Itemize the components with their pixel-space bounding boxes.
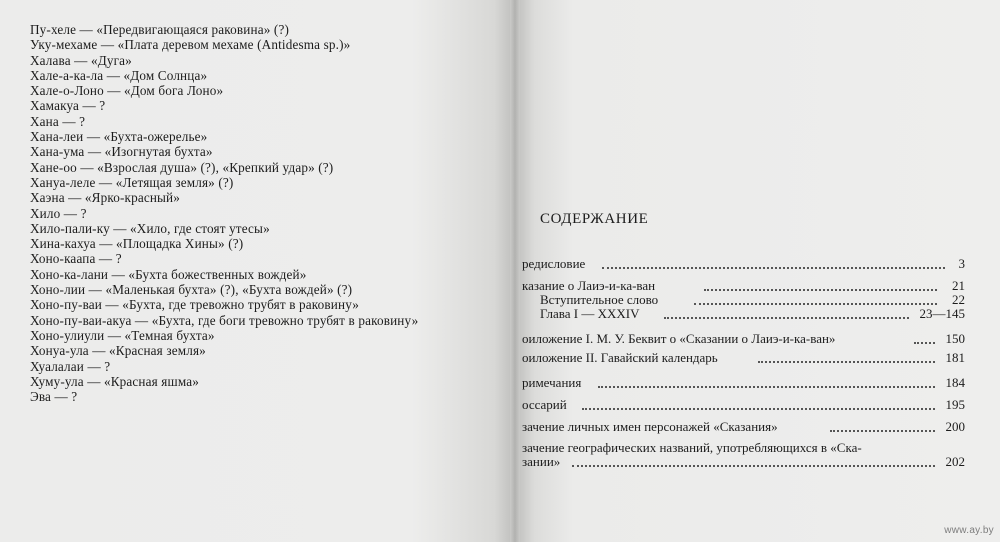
glossary-entry: Хоно-пу-ваи — «Бухта, где тревожно трубят в раковину» <box>30 297 360 313</box>
toc-entry-page: 23—145 <box>919 306 965 321</box>
glossary-entry: Уку-мехаме — «Плата деревом мехаме (Antidesma sp.)» <box>30 37 351 53</box>
glossary-entry: Хуму-ула — «Красная яшма» <box>30 373 199 389</box>
glossary-entry: Хоно-лии — «Маленькая бухта» (?), «Бухта вождей» (?) <box>30 282 353 298</box>
toc-entry-label: зачение географических названий, употребляющихся в «Ска- <box>522 440 862 455</box>
glossary-entry: Хаэна — «Ярко-красный» <box>30 190 181 206</box>
toc-entry-page: 21 <box>952 278 965 293</box>
toc-entry-label: казание о Лаиэ-и-ка-ван <box>522 278 656 293</box>
leader-dots <box>694 301 937 305</box>
glossary-entry: Халава — «Дуга» <box>30 52 132 68</box>
toc-entry-label: зании» <box>522 454 561 469</box>
glossary-entry: Хоно-каапа — ? <box>30 251 122 267</box>
leader-dots <box>830 428 935 432</box>
glossary-entry: Хило — ? <box>30 205 87 221</box>
glossary-entry: Хале-а-ка-ла — «Дом Солнца» <box>30 67 208 83</box>
watermark: www.ay.by <box>944 525 994 536</box>
glossary-entry: Хоно-пу-ваи-акуа — «Бухта, где боги тревожно трубят в раковину» <box>30 312 419 328</box>
toc-entry-page: 181 <box>945 350 965 365</box>
toc-entry-page: 22 <box>952 292 965 307</box>
glossary-entry: Хамакуа — ? <box>30 98 106 114</box>
toc-entry-page: 200 <box>945 419 965 434</box>
glossary-entry: Хуалалаи — ? <box>30 358 111 374</box>
toc-entry <box>522 350 965 366</box>
toc-entry-label: оссарий <box>522 397 567 412</box>
toc-entry <box>522 454 965 470</box>
glossary-entry: Хануа-леле — «Летящая земля» (?) <box>30 174 234 190</box>
glossary-entry: Хило-пали-ку — «Хило, где стоят утесы» <box>30 220 270 236</box>
toc-entry-label: оиложение II. Гавайский календарь <box>522 350 718 365</box>
toc-entry-label: римечания <box>522 375 582 390</box>
toc-entry <box>522 419 965 435</box>
toc-entry-label: Глава I — XXXIV <box>540 306 640 321</box>
leader-dots <box>704 287 937 291</box>
glossary-entry: Хина-кахуа — «Площадка Хины» (?) <box>30 236 244 252</box>
glossary-entry: Хана-леи — «Бухта-ожерелье» <box>30 129 208 145</box>
glossary-entry: Хоно-улиули — «Темная бухта» <box>30 327 215 343</box>
toc-entry-label: Вступительное слово <box>540 292 659 307</box>
toc-entry <box>522 375 965 391</box>
toc-entry-page: 3 <box>958 256 965 271</box>
glossary-entry: Эва — ? <box>30 389 78 405</box>
leader-dots <box>602 265 945 269</box>
toc-entry-page: 150 <box>945 331 965 346</box>
glossary-entry: Пу-хеле — «Передвигающаяся раковина» (?) <box>30 22 289 37</box>
leader-dots <box>582 406 935 410</box>
leader-dots <box>758 359 935 363</box>
leader-dots <box>598 384 935 388</box>
toc-entry-page: 184 <box>945 375 965 390</box>
toc-entry <box>522 256 965 272</box>
toc-entry-page: 195 <box>945 397 965 412</box>
toc-entry <box>522 306 965 322</box>
leader-dots <box>664 315 909 319</box>
glossary-entry: Хале-о-Лоно — «Дом бога Лоно» <box>30 83 224 99</box>
toc-entry-page: 202 <box>945 454 965 469</box>
glossary-entry: Хоно-ка-лани — «Бухта божественных вождей» <box>30 266 307 282</box>
glossary-list <box>30 22 418 404</box>
toc-title: СОДЕРЖАНИЕ <box>540 211 649 227</box>
glossary-entry: Хане-оо — «Взрослая душа» (?), «Крепкий удар» (?) <box>30 159 334 175</box>
glossary-entry: Хана-ума — «Изогнутая бухта» <box>30 144 213 160</box>
book-gutter <box>510 0 520 542</box>
toc-entry <box>522 331 965 347</box>
toc-entry-label: зачение личных имен персонажей «Сказания» <box>522 419 778 434</box>
toc-entry-label: редисловие <box>522 256 586 271</box>
toc-entry <box>522 397 965 413</box>
toc-entry-label: оиложение I. М. У. Беквит о «Сказании о Лаиэ-и-ка-ван» <box>522 331 836 346</box>
glossary-entry: Хонуа-ула — «Красная земля» <box>30 343 206 359</box>
glossary-entry: Хана — ? <box>30 113 86 129</box>
leader-dots <box>572 463 935 467</box>
leader-dots <box>914 340 935 344</box>
